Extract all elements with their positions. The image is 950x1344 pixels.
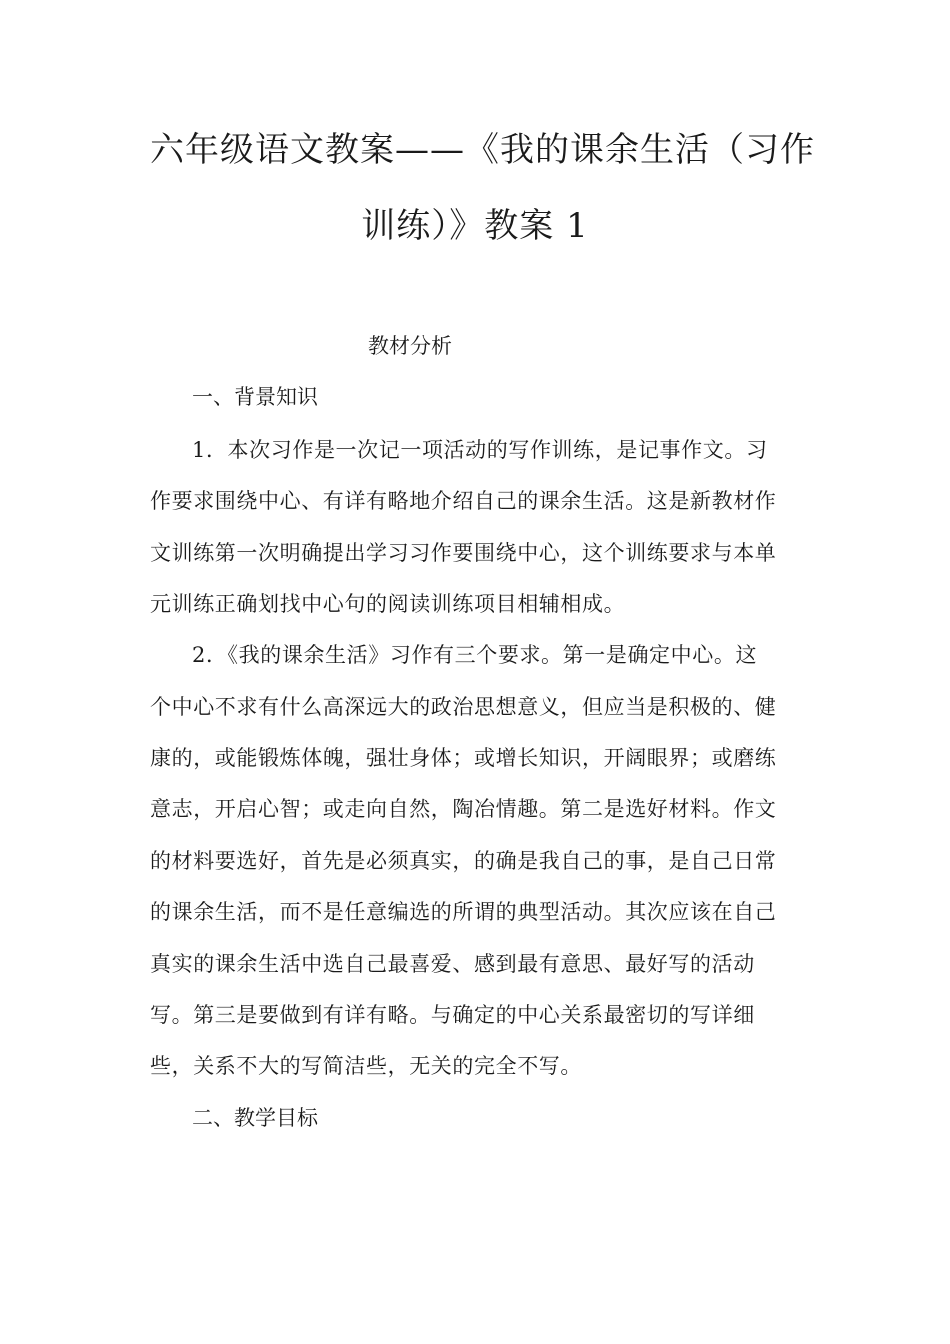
- paragraph-2-line-3: 康的，或能锻炼体魄，强壮身体；或增长知识，开阔眼界；或磨练: [150, 746, 777, 770]
- paragraph-2-line-6: 的课余生活，而不是任意编选的所谓的典型活动。其次应该在自己: [150, 900, 777, 924]
- paragraph-1-line-3: 文训练第一次明确提出学习习作要围绕中心，这个训练要求与本单: [150, 541, 777, 565]
- section-heading-objectives: 二、教学目标: [192, 1106, 318, 1130]
- paragraph-1-line-2: 作要求围绕中心、有详有略地介绍自己的课余生活。这是新教材作: [150, 489, 777, 513]
- paragraph-2-line-2: 个中心不求有什么高深远大的政治思想意义，但应当是积极的、健: [150, 695, 777, 719]
- document-title-line-2: 训练）》教案 1: [361, 206, 589, 246]
- paragraph-2-line-5: 的材料要选好，首先是必须真实，的确是我自己的事，是自己日常: [150, 849, 777, 873]
- paragraph-2-line-9: 些，关系不大的写简洁些，无关的完全不写。: [150, 1054, 582, 1078]
- paragraph-2-line-1: 2．《我的课余生活》习作有三个要求。第一是确定中心。这: [192, 643, 758, 667]
- section-heading-background: 一、背景知识: [192, 385, 318, 409]
- paragraph-1-line-1: 1．本次习作是一次记一项活动的写作训练，是记事作文。习: [192, 438, 768, 462]
- section-label: 教材分析: [368, 334, 452, 358]
- document-title-line-1: 六年级语文教案——《我的课余生活（习作: [150, 130, 815, 170]
- paragraph-1-line-4: 元训练正确划找中心句的阅读训练项目相辅相成。: [150, 592, 626, 616]
- paragraph-2-line-7: 真实的课余生活中选自己最喜爱、感到最有意思、最好写的活动: [150, 952, 755, 976]
- paragraph-2-line-4: 意志，开启心智；或走向自然，陶冶情趣。第二是选好材料。作文: [150, 797, 777, 821]
- paragraph-2-line-8: 写。第三是要做到有详有略。与确定的中心关系最密切的写详细: [150, 1003, 755, 1027]
